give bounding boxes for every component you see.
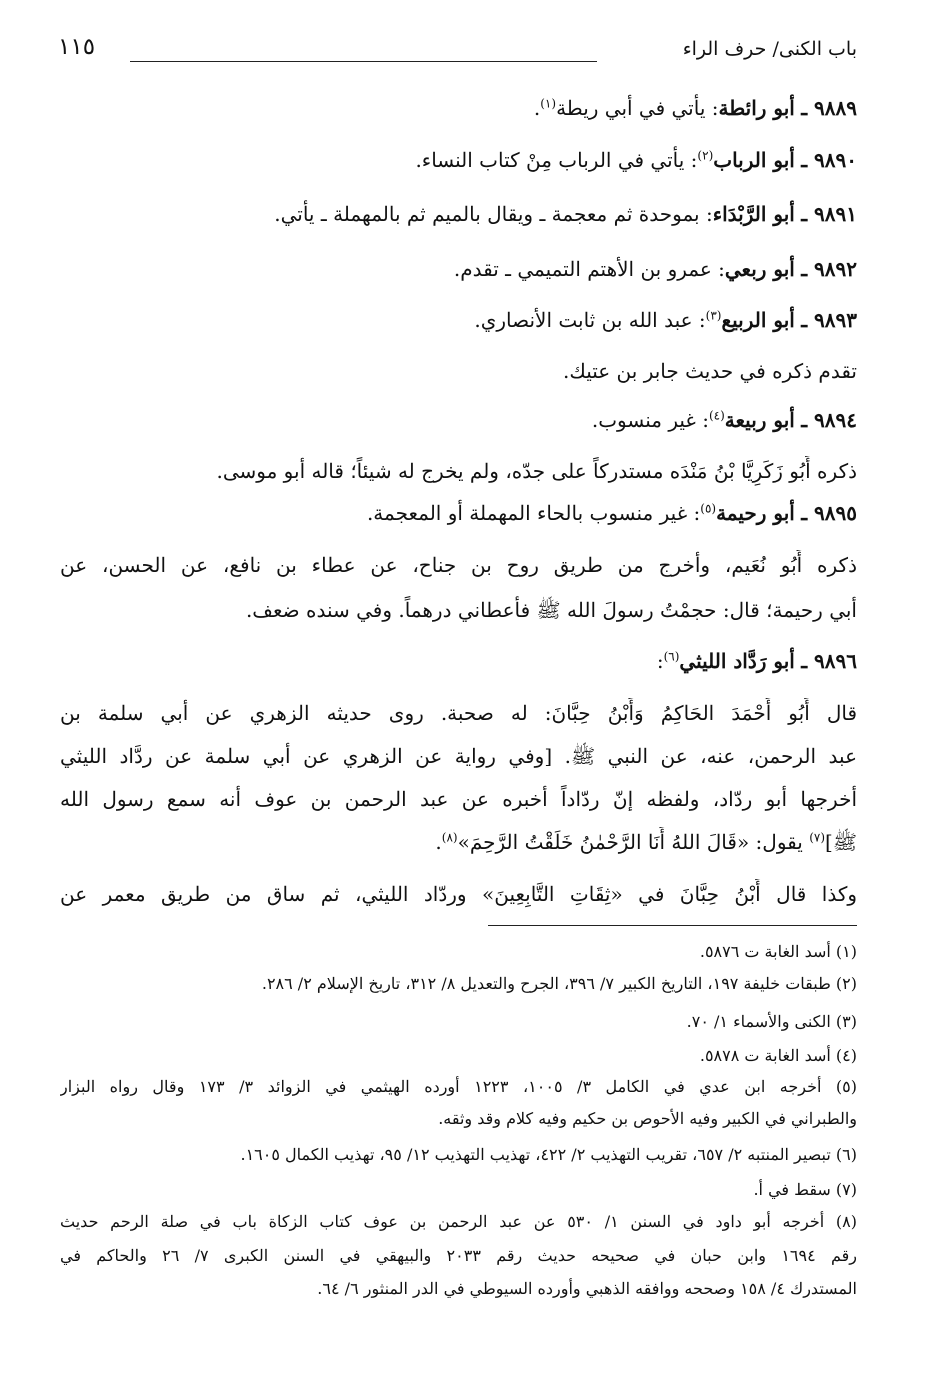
entry-9896-body-4	[60, 827, 857, 857]
footnote-1: (١) أسد الغابة ت ٥٨٧٦.	[699, 942, 857, 961]
entry-9893	[60, 305, 857, 335]
footnote-ref: (٨)	[441, 830, 458, 845]
entry-name: أبو الرَّبْدَاء	[712, 202, 795, 226]
footnotes-rule	[488, 925, 857, 926]
entry-number: ٩٨٩١ ـ	[801, 202, 857, 226]
footnote-ref: (٤)	[708, 408, 725, 423]
running-header-title: باب الكنى/ حرف الراء	[682, 38, 857, 60]
footnote-ref: (١)	[540, 96, 557, 111]
entry-number: ٩٨٩٦ ـ	[801, 649, 857, 673]
footnote-ref: (٧)	[809, 830, 826, 845]
footnote-2: (٢) طبقات خليفة ١٩٧، التاريخ الكبير ٧/ ٣٩٦، الجرح والتعديل ٨/ ٣١٢، تاريخ الإسلام ٢/ ٢٨٦.	[261, 974, 857, 993]
entry-9895-body-1: ذكره أَبُو نُعَيم، وأخرج من طريق روح بن جناح، عن عطاء بن نافع، عن الحسن، عن	[60, 553, 857, 577]
header-rule	[130, 61, 597, 62]
page-number: ١١٥	[58, 34, 96, 60]
bracket-close: ﷺ]	[825, 830, 857, 854]
footnote-3: (٣) الكنى والأسماء ١/ ٧٠.	[686, 1012, 857, 1031]
entry-name: أبو رائطة	[718, 96, 795, 120]
footnote-5-line-1: (٥) أخرجه ابن عدي في الكامل ٣/ ١٠٠٥، ١٢٢٣ أورده الهيثمي في الزوائد ٣/ ١٧٣ وقال رواه البزار	[60, 1077, 857, 1096]
footnote-8-line-3: المستدرك ٤/ ١٥٨ وصححه ووافقه الذهبي وأورده السيوطي في الدر المنثور ٦/ ٦٤.	[317, 1279, 857, 1298]
entry-tail: .	[435, 830, 442, 854]
entry-9892	[60, 254, 857, 284]
footnote-4: (٤) أسد الغابة ت ٥٨٧٨.	[699, 1046, 857, 1065]
entry-text: : غير منسوب.	[591, 408, 709, 432]
entry-9891	[60, 199, 857, 229]
entry-name: أبو الربيع	[721, 308, 795, 332]
footnote-ref: (٢)	[697, 148, 714, 163]
entry-text: : بموحدة ثم معجمة ـ ويقال بالميم ثم بالمهملة ـ يأتي.	[274, 202, 713, 226]
entry-9896-body-5: وكذا قال أَبْنُ حِبَّانَ في «ثِقَاتِ التَّابِعِينَ» وردّاد الليثي، ثم ساق من طريق معمر عن	[60, 882, 857, 906]
entry-name: أبو رَدَّاد الليثي	[679, 649, 795, 673]
entry-number: ٩٨٩٠ ـ	[801, 148, 857, 172]
hadith-quote: يقول: «قَالَ اللهُ أَنَا الرَّحْمٰنُ خَلَقْتُ الرَّحِمَ»	[457, 830, 810, 854]
entry-9889	[60, 93, 857, 123]
entry-number: ٩٨٩٢ ـ	[801, 257, 857, 281]
entry-text: : عبد الله بن ثابت الأنصاري.	[474, 308, 706, 332]
entry-text: : غير منسوب بالحاء المهملة أو المعجمة.	[366, 501, 701, 525]
entry-tail: .	[533, 96, 541, 120]
entry-number: ٩٨٩٤ ـ	[801, 408, 857, 432]
entry-name: أبو الرباب	[713, 148, 795, 172]
entry-text: : يأتي في الرباب مِنْ كتاب النساء.	[415, 148, 698, 172]
entry-9895	[60, 498, 857, 528]
entry-number: ٩٨٨٩ ـ	[801, 96, 857, 120]
entry-text: : يأتي في أبي ريطة	[556, 96, 719, 120]
entry-9896-body-1: قال أَبُو أَحْمَدَ الحَاكِمُ وَأَبْنُ حِبَّانَ: له صحبة. روى حديثه الزهري عن أبي سلمة بن	[60, 701, 857, 725]
entry-number: ٩٨٩٥ ـ	[801, 501, 857, 525]
entry-text: :	[656, 649, 664, 673]
footnote-7: (٧) سقط في أ.	[753, 1180, 857, 1199]
entry-name: أبو ربيعة	[724, 408, 795, 432]
entry-9894-body: ذكره أَبُو زَكَرِيَّا بْنُ مَنْدَه مستدركاً على جدّه، ولم يخرج له شيئاً؛ قاله أبو موسى.	[216, 459, 857, 483]
footnote-ref: (٦)	[663, 649, 680, 664]
entry-name: أبو رحيمة	[716, 501, 795, 525]
footnote-5-line-2: والطبراني في الكبير وفيه الأحوص بن حكيم وفيه كلام وقد وثقه.	[438, 1109, 857, 1128]
entry-name: أبو ربعي	[724, 257, 795, 281]
entry-9896-body-2: عبد الرحمن، عنه، عن النبي ﷺ. [وفي رواية عن الزهري عن أبي سلمة عن ردَّاد الليثي	[60, 744, 857, 768]
entry-9890	[60, 145, 857, 175]
entry-9893-body: تقدم ذكره في حديث جابر بن عتيك.	[562, 359, 857, 383]
entry-number: ٩٨٩٣ ـ	[801, 308, 857, 332]
footnote-ref: (٥)	[700, 501, 717, 516]
entry-9896	[60, 646, 857, 676]
footnote-ref: (٣)	[705, 308, 722, 323]
footnote-8-line-2: رقم ١٦٩٤ وابن حبان في صحيحه حديث رقم ٢٠٣٣ والبيهقي في السنن الكبرى ٧/ ٢٦ والحاكم في	[60, 1246, 857, 1265]
entry-9896-body-3: أخرجها أبو ردّاد، ولفظه إنّ ردّاداً أخبره عن عبد الرحمن بن عوف أنه سمع رسول الله	[60, 787, 857, 811]
footnote-6: (٦) تبصير المنتبه ٢/ ٦٥٧، تقريب التهذيب ٢/ ٤٢٢، تهذيب التهذيب ١٢/ ٩٥، تهذيب الكمال ١٦٠٥.	[240, 1145, 857, 1164]
footnote-8-line-1: (٨) أخرجه أبو داود في السنن ١/ ٥٣٠ عن عبد الرحمن بن عوف كتاب الزكاة باب في صلة الرحم حديث	[60, 1212, 857, 1231]
entry-9894	[60, 405, 857, 435]
entry-9895-body-2: أبي رحيمة؛ قال: حجمْتُ رسولَ الله ﷺ فأعطاني درهماً. وفي سنده ضعف.	[245, 598, 857, 622]
entry-text: : عمرو بن الأهتم التميمي ـ تقدم.	[453, 257, 725, 281]
